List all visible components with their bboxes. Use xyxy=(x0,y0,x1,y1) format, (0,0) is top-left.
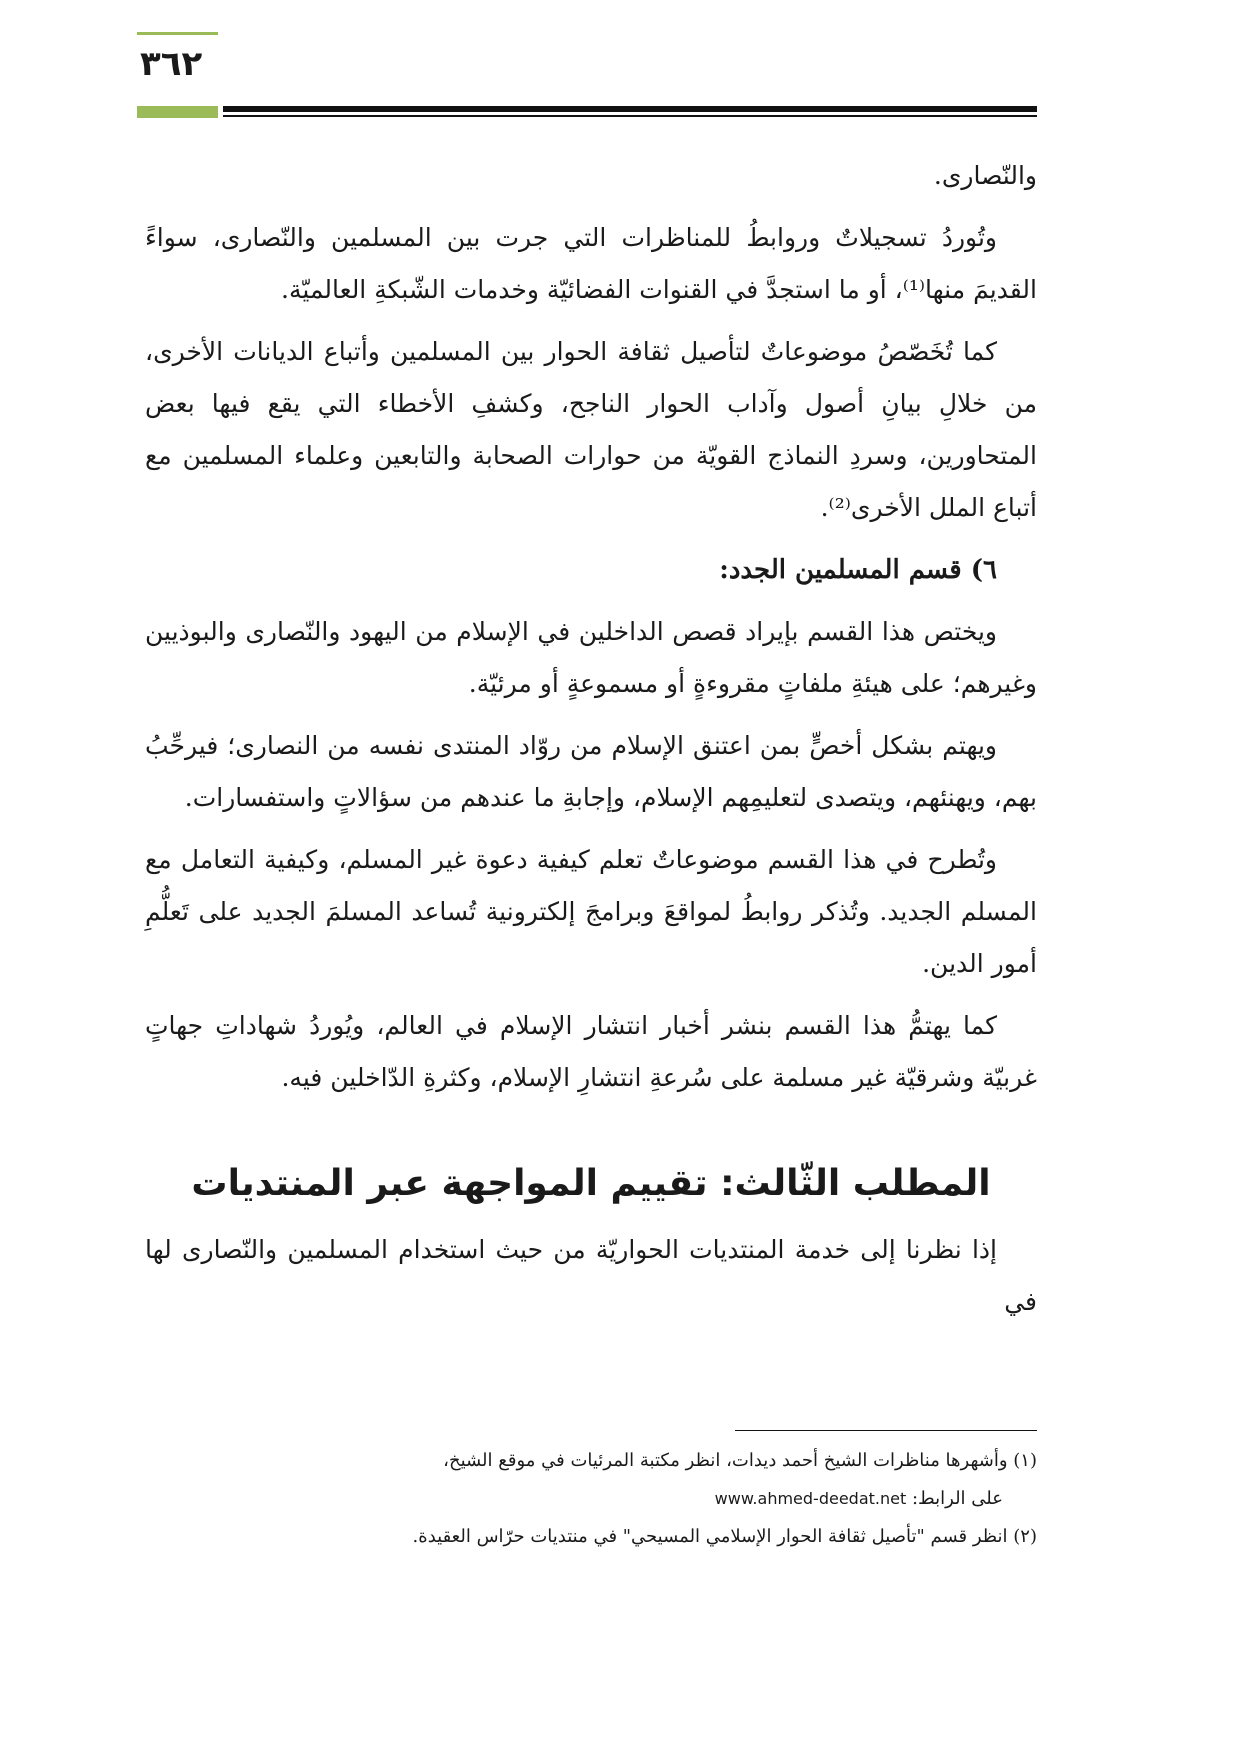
paragraph: وتُوردُ تسجيلاتٌ وروابطُ للمناظرات التي جرت بين المسلمين والنّصارى، سواءً القديمَ منها⁽¹⁾، أو ما استجدَّ في القنوات الفضائيّة وخدمات الشّبكةِ العالميّة. xyxy=(145,223,1037,304)
section-title: المطلب الثّالث: تقييم المواجهة عبر المنتديات xyxy=(191,1163,991,1204)
header-green-bar xyxy=(137,106,218,118)
page-number: ٣٦٢ xyxy=(140,44,203,84)
header-rule-thick xyxy=(223,106,1037,112)
paragraph: كما تُخَصّصُ موضوعاتٌ لتأصيل ثقافة الحوار بين المسلمين وأتباع الديانات الأخرى، من خلالِ بيانِ أصول وآداب الحوار الناجح، وكشفِ الأخطاء التي يقع فيها بعض المتحاورين، وسردِ النماذج القويّة من حوارات الصحابة والتابعين وعلماء المسلمين مع أتباع الملل الأخرى⁽²⁾. xyxy=(145,337,1037,522)
footnote-url-link[interactable]: www.ahmed-deedat.net xyxy=(714,1489,907,1508)
paragraph: ويختص هذا القسم بإيراد قصص الداخلين في الإسلام من اليهود والنّصارى والبوذيين وغيرهم؛ على هيئةِ ملفاتٍ مقروءةٍ أو مسموعةٍ أو مرئيّة. xyxy=(145,617,1037,698)
header-accent-line xyxy=(137,32,218,35)
paragraph: إذا نظرنا إلى خدمة المنتديات الحواريّة من حيث استخدام المسلمين والنّصارى لها في xyxy=(145,1235,1037,1316)
header-rule-thin xyxy=(223,115,1037,117)
subsection-heading: ٦) قسم المسلمين الجدد: xyxy=(719,555,997,585)
footnote-link-label: على الرابط: xyxy=(911,1488,1003,1509)
body-text xyxy=(145,150,1037,1338)
paragraph: ويهتم بشكل أخصٍّ بمن اعتنق الإسلام من روّاد المنتدى نفسه من النصارى؛ فيرحِّبُ بهم، ويهنئهم، ويتصدى لتعليمِهم الإسلام، وإجابةِ ما عندهم من سؤالاتٍ واستفسارات. xyxy=(145,731,1037,812)
footnotes xyxy=(145,1442,1037,1556)
paragraph: كما يهتمُّ هذا القسم بنشر أخبار انتشار الإسلام في العالم، ويُوردُ شهاداتِ جهاتٍ غربيّة وشرقيّة غير مسلمة على سُرعةِ انتشارِ الإسلام، وكثرةِ الدّاخلين فيه. xyxy=(145,1011,1037,1092)
paragraph: وتُطرح في هذا القسم موضوعاتٌ تعلم كيفية دعوة غير المسلم، وكيفية التعامل مع المسلم الجديد. وتُذكر روابطُ لمواقعَ وبرامجَ إلكترونية تُساعد المسلمَ الجديد على تَعلُّمِ أمور الدين. xyxy=(145,845,1037,978)
footnote-2: (٢) انظر قسم "تأصيل ثقافة الحوار الإسلامي المسيحي" في منتديات حرّاس العقيدة. xyxy=(412,1526,1037,1547)
footnote-1: (١) وأشهرها مناظرات الشيخ أحمد ديدات، انظر مكتبة المرئيات في موقع الشيخ، xyxy=(443,1450,1037,1471)
paragraph: والنّصارى. xyxy=(933,161,1037,190)
footnote-1-link-line xyxy=(145,1480,1037,1518)
footnote-separator xyxy=(735,1430,1037,1431)
